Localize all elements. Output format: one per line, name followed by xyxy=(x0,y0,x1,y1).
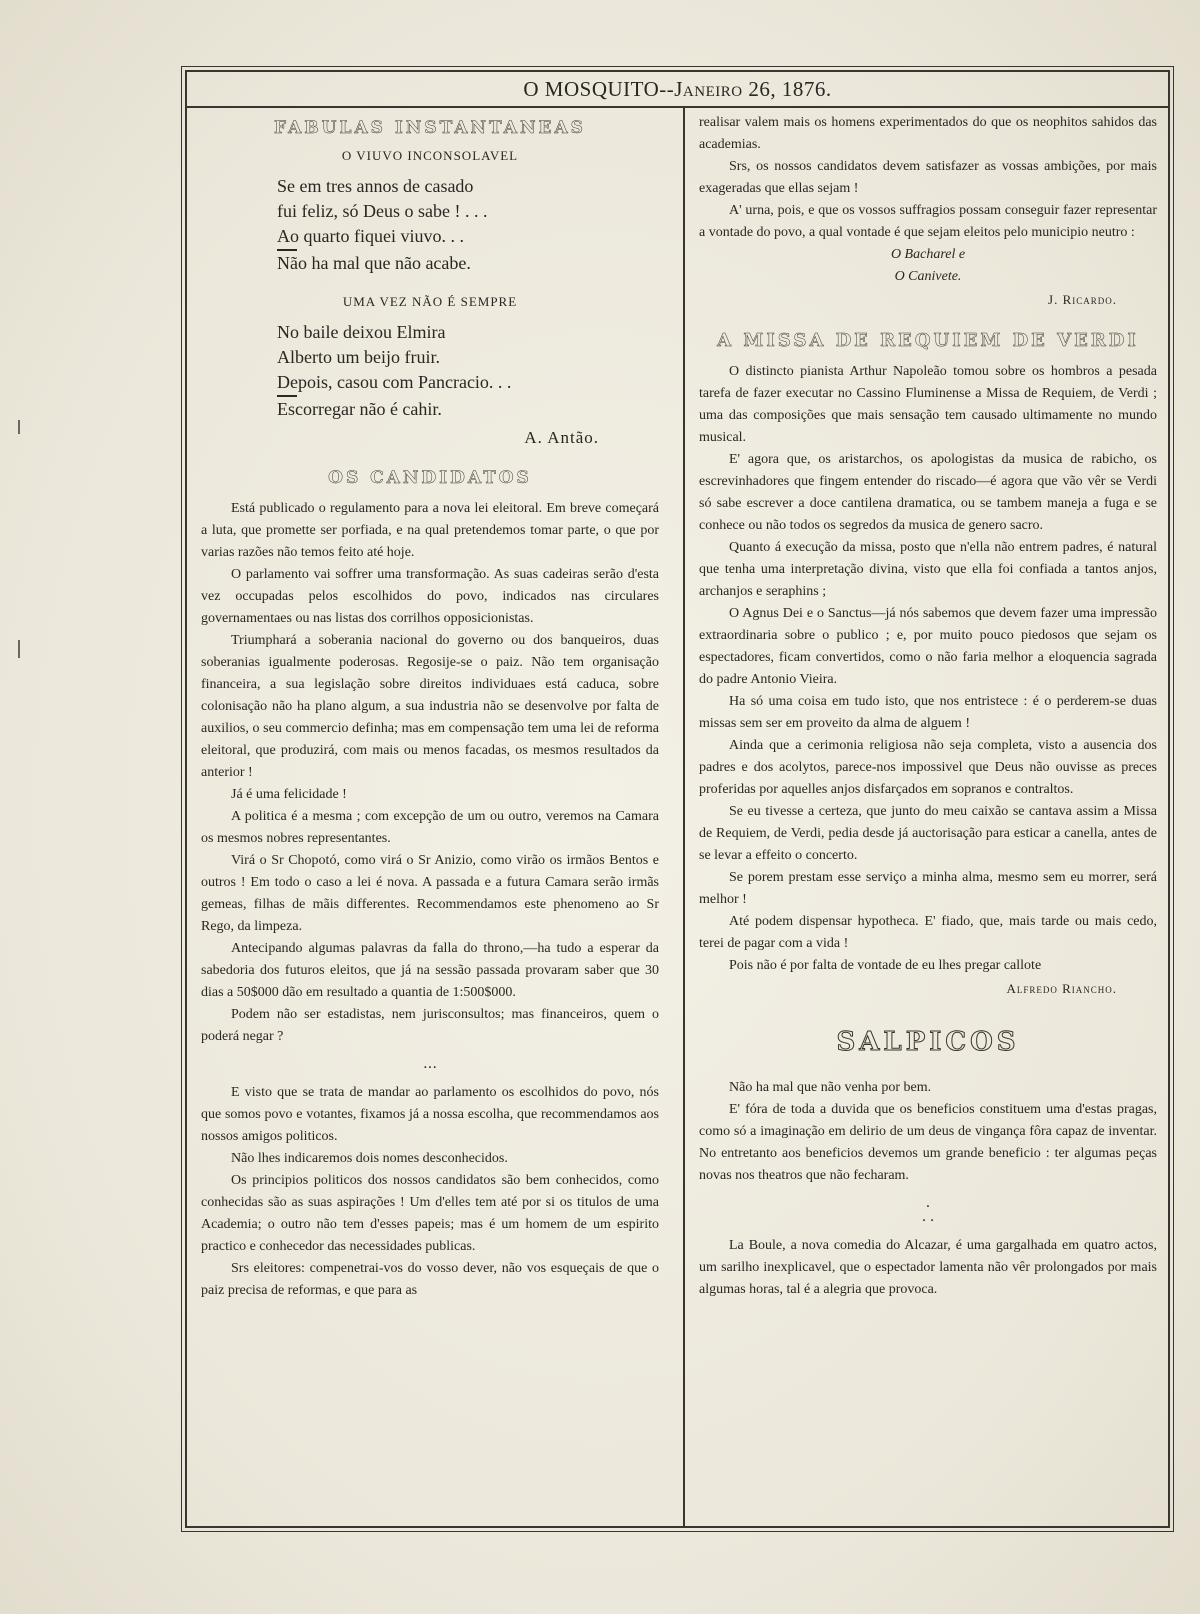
paragraph: Srs eleitores: compenetrai-vos do vosso dever, não vos esqueçais de que o paiz precisa de reformas, e que para as xyxy=(201,1261,659,1298)
candidatos-title: OS CANDIDATOS xyxy=(328,468,532,488)
verse-line: Depois, casou com Pancracio. . . xyxy=(277,372,512,392)
paragraph: Está publicado o regulamento para a nova lei eleitoral. Em breve começará a luta, que promette ser porfiada, e na qual pretendemos tomar parte, o que por varias razões não temos feito até hoje. xyxy=(201,501,659,560)
header-pre: O MOSQUITO-- xyxy=(523,77,675,101)
page-header xyxy=(187,72,1168,108)
newspaper-page xyxy=(185,70,1170,1528)
paragraph: Não ha mal que não venha por bem. xyxy=(729,1080,932,1095)
paragraph: Srs, os nossos candidatos devem satisfazer as vossas ambições, por mais exageradas que ellas sejam ! xyxy=(699,159,1157,196)
verse-line: fui feliz, só Deus o sabe ! . . . xyxy=(277,201,488,221)
section-ornament: ․․․ xyxy=(422,1057,438,1072)
paragraph: Pois não é por falta de vontade de eu lhes pregar callote xyxy=(729,958,1042,973)
riancho-signature: Alfredo Riancho. xyxy=(1006,981,1117,996)
poem2-title: UMA VEZ NÃO É SEMPRE xyxy=(342,294,518,309)
verse-line: Alberto um beijo fruir. xyxy=(277,347,440,367)
poem1 xyxy=(201,174,659,276)
header-date: 26, 1876. xyxy=(742,77,832,101)
candidate-name: O Bacharel e xyxy=(890,247,966,262)
paragraph: E' fóra de toda a duvida que os beneficios constituem uma d'estas pragas, como só a imaginação em delirio de um deus de vingança fôra capaz de inventar. No entretanto aos beneficios devemos um grande beneficio : ter algumas peças novas nos theatros que não fecharam. xyxy=(699,1102,1157,1183)
paragraph: Se porem prestam esse serviço a minha alma, mesmo sem eu morrer, será melhor ! xyxy=(699,870,1157,907)
verse-line: No baile deixou Elmira xyxy=(277,322,446,342)
paragraph: A' urna, pois, e que os vossos suffragios possam conseguir fazer representar a vontade do povo, a qual vontade é que sejam eleitos pelo municipio neutro : xyxy=(699,203,1157,240)
paragraph: Quanto á execução da missa, posto que n'ella não entrem padres, é natural que tenha uma interpretação divina, visto que ella foi confiada a tantos anjos, archanjos e seraphins ; xyxy=(699,540,1157,599)
poem2-moral: Escorregar não é cahir. xyxy=(277,399,442,419)
paragraph: Antecipando algumas palavras da falla do throno,—ha tudo a esperar da sabedoria dos futuros eleitos, que já na sessão passada provaram saber que 30 dias a 50$000 dão em resultado a quantia de 1:500$000. xyxy=(201,941,659,1000)
paragraph: realisar valem mais os homens experimentados do que os neophitos sahidos das academias. xyxy=(699,115,1157,152)
left-column xyxy=(201,118,659,1302)
paragraph: Já é uma felicidade ! xyxy=(231,787,347,802)
paragraph: Se eu tivesse a certeza, que junto do meu caixão se cantava assim a Missa de Requiem, de Verdi, pedia desde já auctorisação para esticar a canella, antes de se levar a effeito o concerto. xyxy=(699,804,1157,863)
paragraph: Virá o Sr Chopotó, como virá o Sr Anizio, como virão os irmãos Bentos e outros ! Em todo o caso a lei é nova. A passada e a futura Camara serão irmãs gemeas, filhas de mãis differentes. Recommendamos este phenomeno ao Sr Rego, da limpeza. xyxy=(201,853,659,934)
paragraph: E' agora que, os aristarchos, os apologistas da musica de rabicho, os escrevinhadores que fingem entender do riscado—é agora que vão vêr se Verdi só sabe escrever a doce cantilena dramatica, ou se tambem maneja a fuga e se conhece ou não todos os segredos da musica de genero sacro. xyxy=(699,452,1157,533)
paragraph: Até podem dispensar hypotheca. E' fiado, que, mais tarde ou mais cedo, terei de pagar com a vida ! xyxy=(699,914,1157,951)
verse-line: Se em tres annos de casado xyxy=(277,176,474,196)
paragraph: O parlamento vai soffrer uma transformação. As suas cadeiras serão d'esta vez occupadas pelos escolhidos do povo, indicados nas circulares governamentaes ou nas listas dos corrilhos opposicionistas. xyxy=(201,567,659,626)
paragraph: Os principios politicos dos nossos candidatos são bem conhecidos, como conhecidas são as suas aspirações ! Um d'elles tem até por si os titulos de uma Academia; o outro não tem d'esses papeis; mas é um homem de um espirito practico e conhecedor das necessidades publicas. xyxy=(201,1173,659,1254)
salpicos-title: SALPICOS xyxy=(836,1027,1020,1057)
ricardo-signature: J. Ricardo. xyxy=(1048,292,1117,307)
paragraph: A politica é a mesma ; com excepção de um ou outro, veremos na Camara os mesmos nobres representantes. xyxy=(201,809,659,846)
candidate-name: O Canivete. xyxy=(894,269,962,284)
section-ornament: ․ ․ ․ xyxy=(921,1196,935,1225)
fabulas-signature: A. Antão. xyxy=(524,428,599,447)
right-column xyxy=(699,112,1157,1301)
margin-mark xyxy=(18,640,20,658)
paragraph: Ha só uma coisa em tudo isto, que nos entristece : é o perderem-se duas missas sem ser em proveito da alma de alguem ! xyxy=(699,694,1157,731)
paragraph: O Agnus Dei e o Sanctus—já nós sabemos que devem fazer uma impressão extraordinaria sobre o publico ; e, por muito pouco piedosos que sejam os espectadores, ficam convertidos, como o não faria melhor a eloquencia sagrada do padre Antonio Vieira. xyxy=(699,606,1157,687)
paragraph: Não lhes indicaremos dois nomes desconhecidos. xyxy=(231,1151,508,1166)
margin-mark xyxy=(18,420,20,434)
column-divider xyxy=(683,108,685,1526)
poem1-moral: Não ha mal que não acabe. xyxy=(277,253,471,273)
poem2 xyxy=(201,320,659,422)
missa-title: A MISSA DE REQUIEM DE VERDI xyxy=(717,330,1139,351)
paragraph: Triumphará a soberania nacional do governo ou dos banqueiros, duas soberanias igualmente poderosas. Regosije-se o paiz. Não tem organisação financeira, a sua legislação sobre direitos individuaes está caduca, sobre colonisação não ha plano algum, a sua industria não se desenvolve por falta de auxilios, o seu commercio definha; mas em compensação tem uma lei de reforma eleitoral, que produzirá, com mais ou menos facadas, os mesmos resultados da anterior ! xyxy=(201,633,659,780)
paragraph: Ainda que a cerimonia religiosa não seja completa, visto a ausencia dos padres e dos acolytos, parece-nos impossivel que Deus não ouvisse as preces proferidas por aquelles anjos disfarçados em sopranos e contraltos. xyxy=(699,738,1157,797)
paragraph: E visto que se trata de mandar ao parlamento os escolhidos do povo, nós que somos povo e votantes, fixamos já a nossa escolha, que recommendamos aos nossos amigos politicos. xyxy=(201,1085,659,1144)
paragraph: Podem não ser estadistas, nem jurisconsultos; mas financeiros, quem o poderá negar ? xyxy=(201,1007,659,1044)
paragraph: La Boule, a nova comedia do Alcazar, é uma gargalhada em quatro actos, um sarilho inexplicavel, que o espectador lamenta não vêr prolongados por mais algumas horas, tal é a alegria que provoca. xyxy=(699,1238,1157,1297)
poem1-title: O VIUVO INCONSOLAVEL xyxy=(341,148,519,163)
paragraph: O distincto pianista Arthur Napoleão tomou sobre os hombros a pesada tarefa de fazer executar no Cassino Fluminense a Missa de Requiem, de Verdi ; uma das composições que mais sensação tem causado ultimamente no mundo musical. xyxy=(699,364,1157,445)
fabulas-title: FABULAS INSTANTANEAS xyxy=(274,118,586,138)
verse-line: Ao quarto fiquei viuvo. . . xyxy=(277,226,464,246)
header-month: Janeiro xyxy=(674,77,743,101)
